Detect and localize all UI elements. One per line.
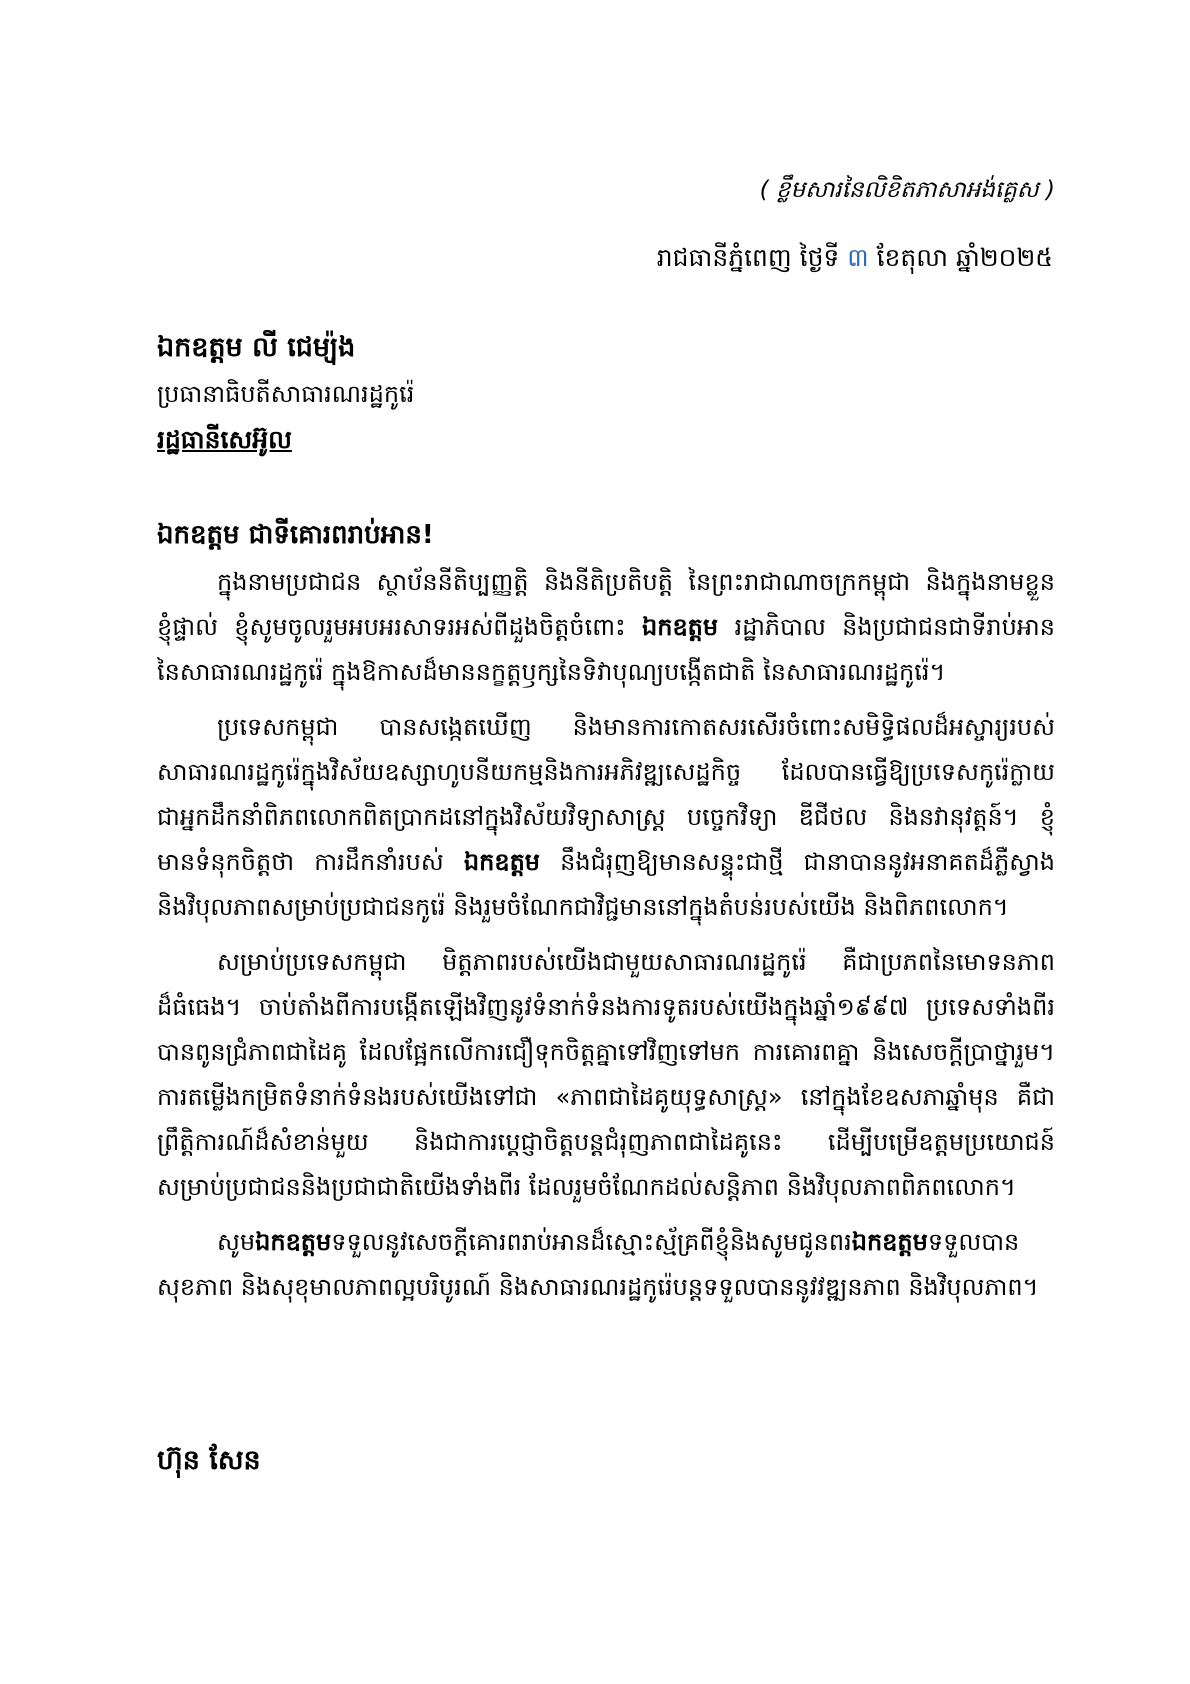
salutation: ឯកឧត្តម ជាទីគោរពរាប់អាន! bbox=[157, 520, 434, 550]
paragraph-line: បានពូនជ្រំភាពជាដៃគូ ដែលផ្អែកលើការជឿទុកចិត្តគ្នាទៅវិញទៅមក ការគោរពគ្នា និងសេចក្ដីប្រាថ្នារួម។ bbox=[157, 1038, 1055, 1066]
line-text: នឹងជំរុញឱ្យមានសន្ទុះជាថ្មី ជានាបាននូវអនាគតដ៏ភ្លឺស្វាង bbox=[540, 848, 1055, 876]
paragraph-line bbox=[157, 840, 1055, 885]
paragraph-line: សម្រាប់ប្រទេសកម្ពុជា មិត្តភាពរបស់យើងជាមួយសាធារណរដ្ឋកូរ៉េ គឺជាប្រភពនៃមោទនភាព bbox=[217, 948, 1055, 976]
recipient-city: រដ្ឋធានីសេអ៊ូល bbox=[157, 425, 292, 454]
paragraph-line: ក្នុងនាមប្រជាជន ស្ថាប័ននីតិប្បញ្ញត្តិ និងនីតិប្រតិបត្តិ នៃព្រះរាជាណាចក្រកម្ពុជា និងក្នុងនាមខ្លួន bbox=[217, 568, 1055, 596]
paragraph-3 bbox=[157, 940, 1055, 1210]
paragraph-1 bbox=[157, 560, 1055, 695]
paragraph-line: សាធារណរដ្ឋកូរ៉េក្នុងវិស័យឧស្សាហូបនីយកម្មនិងការអភិវឌ្ឍសេដ្ឋកិច្ច ដែលបានធ្វើឱ្យប្រទេសកូរ៉េក្លាយ bbox=[157, 758, 1055, 786]
honorific-bold: ឯកឧត្តម bbox=[463, 848, 541, 876]
paragraph-4 bbox=[157, 1220, 1055, 1310]
date-suffix: ខែតុលា ឆ្នាំ២០២៥ bbox=[868, 243, 1053, 272]
paragraph-line: និងវិបុលភាពសម្រាប់ប្រជាជនកូរ៉េ និងរួមចំណែកជាវិជ្ជមាននៅក្នុងតំបន់របស់យើង និងពិភពលោក។ bbox=[157, 893, 1009, 921]
recipient-name: ឯកឧត្តម លី ជេម្យ៉ុង bbox=[157, 332, 356, 363]
paragraph-line: ការតម្លើងកម្រិតទំនាក់ទំនងរបស់យើងទៅជា «ភាពជាដៃគូយុទ្ធសាស្ត្រ» នៅក្នុងខែឧសភាឆ្នាំមុន គឺជា bbox=[157, 1083, 1055, 1111]
paragraph-line: សម្រាប់ប្រជាជននិងប្រជាជាតិយើងទាំងពីរ ដែលរួមចំណែកដល់សន្តិភាព និងវិបុលភាពពិភពលោក។ bbox=[157, 1173, 1016, 1201]
paragraph-line: ជាអ្នកដឹកនាំពិភពលោកពិតប្រាកដនៅក្នុងវិស័យវិទ្យាសាស្ត្រ បច្ចេកវិទ្យា ឌីជីថល និងនវានុវត្តន៍។ ខ្ញុំ bbox=[157, 803, 1055, 831]
signature-name: ហ៊ុន សែន bbox=[157, 1445, 261, 1476]
line-text: រដ្ឋាភិបាល និងប្រជាជនជាទីរាប់អាន bbox=[718, 613, 1055, 641]
date-prefix: រាជធានីភ្នំពេញ ថ្ងៃទី bbox=[656, 243, 848, 272]
line-text: ខ្ញុំផ្ទាល់ ខ្ញុំសូមចូលរួមអបអរសាទរអស់ពីដួងចិត្តចំពោះ bbox=[157, 613, 642, 641]
honorific-bold: ឯកឧត្តម bbox=[641, 613, 719, 641]
line-text: ទទួលបាន bbox=[927, 1228, 1020, 1256]
honorific-bold: ឯកឧត្តម bbox=[851, 1228, 928, 1256]
letter-date bbox=[657, 236, 1053, 280]
letter-body bbox=[157, 560, 1055, 1320]
paragraph-line: ព្រឹត្តិការណ៍ដ៏សំខាន់មួយ និងជាការប្ដេជ្ញាចិត្តបន្តជំរុញភាពជាដៃគូនេះ ដើម្បីបម្រើឧត្តមប្រយោជន៍ bbox=[157, 1128, 1055, 1156]
paragraph-2 bbox=[157, 705, 1055, 930]
paragraph-line: ដ៏ធំធេង។ ចាប់តាំងពីការបង្កើតឡើងវិញនូវទំនាក់ទំនងការទូតរបស់យើងក្នុងឆ្នាំ១៩៩៧ ប្រទេសទាំងពីរ bbox=[157, 993, 1055, 1021]
line-text: មានទំនុកចិត្តថា ការដឹកនាំរបស់ bbox=[157, 848, 464, 876]
date-day: ៣ bbox=[847, 243, 869, 272]
paragraph-line: នៃសាធារណរដ្ឋកូរ៉េ ក្នុងឱកាសដ៏មាននក្ខត្តឫក្សនៃទិវាបុណ្យបង្កើតជាតិ នៃសាធារណរដ្ឋកូរ៉េ។ bbox=[157, 658, 946, 686]
paragraph-line: សុខភាព និងសុខុមាលភាពល្អបរិបូរណ៍ និងសាធារណរដ្ឋកូរ៉េបន្តទទួលបាននូវវឌ្ឍនភាព និងវិបុលភាព។ bbox=[157, 1273, 1039, 1301]
paragraph-line bbox=[157, 605, 1055, 650]
paragraph-line bbox=[157, 1220, 1055, 1265]
line-text: ទទួលនូវសេចក្ដីគោរពរាប់អានដ៏ស្មោះស្ម័គ្រពីខ្ញុំនិងសូមជូនពរ bbox=[331, 1228, 852, 1256]
recipient-block bbox=[157, 325, 857, 463]
translation-note: ( ខ្លឹមសារនៃលិខិតភាសាអង់គ្លេស ) bbox=[759, 177, 1055, 203]
paragraph-line: ប្រទេសកម្ពុជា បានសង្កេតឃើញ និងមានការកោតសរសើរចំពោះសមិទ្ធិផលដ៏អស្ចារ្យរបស់ bbox=[217, 713, 1055, 741]
line-text: សូម bbox=[217, 1228, 256, 1256]
honorific-bold: ឯកឧត្តម bbox=[255, 1228, 332, 1256]
recipient-title: ប្រធានាធិបតីសាធារណរដ្ឋកូរ៉េ bbox=[157, 380, 415, 408]
